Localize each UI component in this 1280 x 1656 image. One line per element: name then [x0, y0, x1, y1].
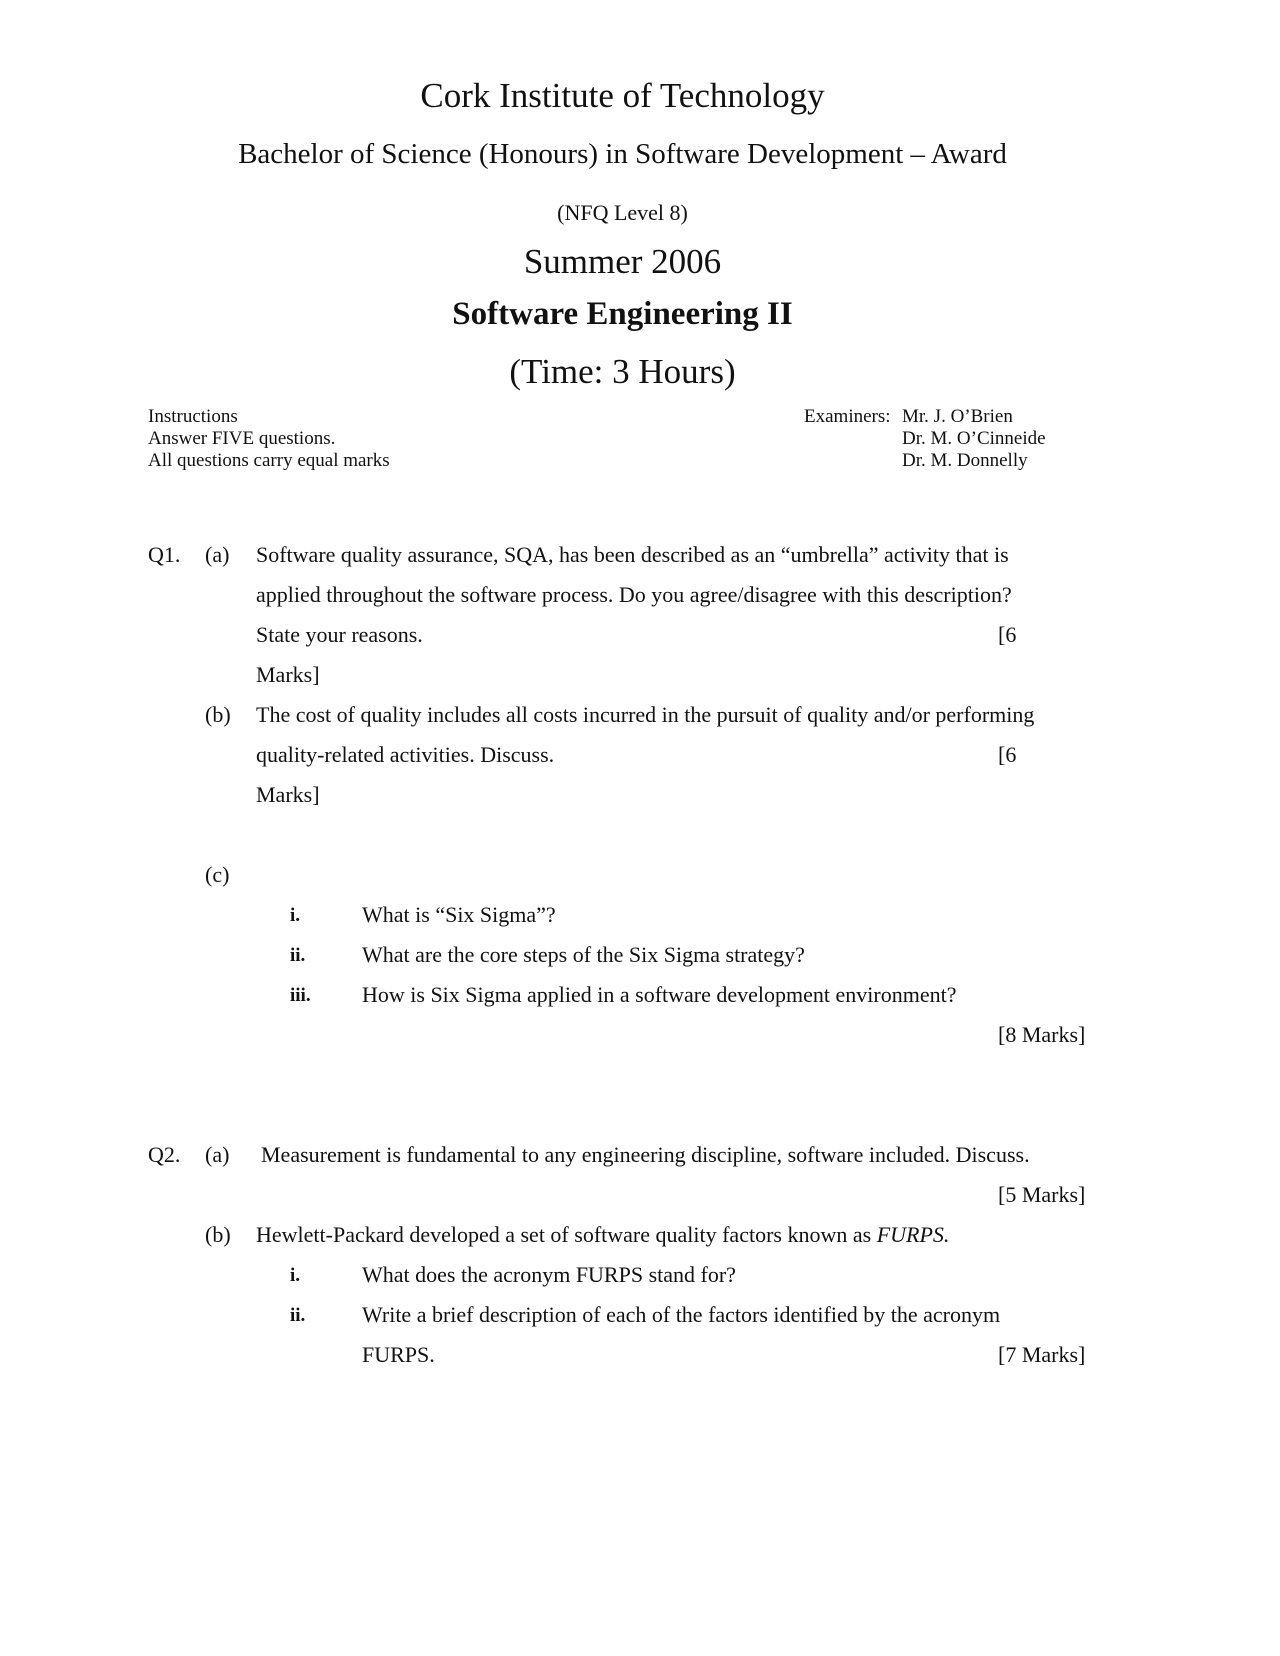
- part-label: (b): [205, 1222, 231, 1247]
- marks-label: Marks]: [256, 782, 320, 807]
- question-text: The cost of quality includes all costs incurred in the pursuit of quality and/or performing: [256, 702, 1035, 727]
- exam-term: Summer 2006: [523, 242, 722, 281]
- roman-numeral: ii.: [290, 945, 306, 966]
- nfq-level: (NFQ Level 8): [557, 200, 688, 225]
- examiners-label: Examiners:: [804, 406, 891, 427]
- institute-title: Cork Institute of Technology: [420, 76, 825, 115]
- instructions-heading: Instructions: [148, 406, 238, 427]
- sub-question-text: FURPS.: [362, 1342, 435, 1367]
- part-label: (c): [205, 862, 230, 887]
- instruction-line: All questions carry equal marks: [148, 450, 390, 471]
- roman-numeral: iii.: [290, 985, 311, 1006]
- subject-title: Software Engineering II: [452, 296, 793, 332]
- sub-question-text: Write a brief description of each of the factors identified by the acronym: [362, 1302, 1001, 1327]
- acronym-furps: FURPS.: [876, 1222, 950, 1247]
- examiner-name: Dr. M. O’Cinneide: [902, 428, 1046, 449]
- part-label: (a): [205, 1142, 230, 1167]
- instruction-line: Answer FIVE questions.: [148, 428, 336, 449]
- roman-numeral: i.: [290, 1265, 301, 1286]
- roman-numeral: i.: [290, 905, 301, 926]
- marks-label: [5 Marks]: [998, 1182, 1086, 1207]
- question-text: quality-related activities. Discuss.: [256, 742, 555, 767]
- marks-label: [8 Marks]: [998, 1022, 1086, 1047]
- examiner-name: Dr. M. Donnelly: [902, 450, 1028, 471]
- question-text: State your reasons.: [256, 622, 423, 647]
- question-text: applied throughout the software process. Do you agree/disagree with this description?: [256, 582, 1012, 607]
- marks-label: [6: [998, 622, 1017, 647]
- marks-label: Marks]: [256, 662, 320, 687]
- sub-question-text: What does the acronym FURPS stand for?: [362, 1262, 736, 1287]
- sub-question-text: What are the core steps of the Six Sigma strategy?: [362, 942, 805, 967]
- question-text-main: Hewlett-Packard developed a set of software quality factors known as: [256, 1222, 877, 1247]
- question-number: Q2.: [148, 1142, 181, 1167]
- programme-title: Bachelor of Science (Honours) in Software Development – Award: [238, 138, 1007, 170]
- examiner-name: Mr. J. O’Brien: [902, 406, 1013, 427]
- exam-duration: (Time: 3 Hours): [509, 352, 736, 391]
- sub-question-text: How is Six Sigma applied in a software development environment?: [362, 982, 957, 1007]
- marks-label: [6: [998, 742, 1017, 767]
- sub-question-text: What is “Six Sigma”?: [362, 902, 556, 927]
- marks-label: [7 Marks]: [998, 1342, 1086, 1367]
- question-text: [256, 1222, 949, 1248]
- question-number: Q1.: [148, 542, 181, 567]
- part-label: (a): [205, 542, 230, 567]
- roman-numeral: ii.: [290, 1305, 306, 1326]
- question-text: Measurement is fundamental to any engineering discipline, software included. Discuss.: [261, 1142, 1030, 1167]
- part-label: (b): [205, 702, 231, 727]
- question-text: Software quality assurance, SQA, has been described as an “umbrella” activity that is: [256, 542, 1009, 567]
